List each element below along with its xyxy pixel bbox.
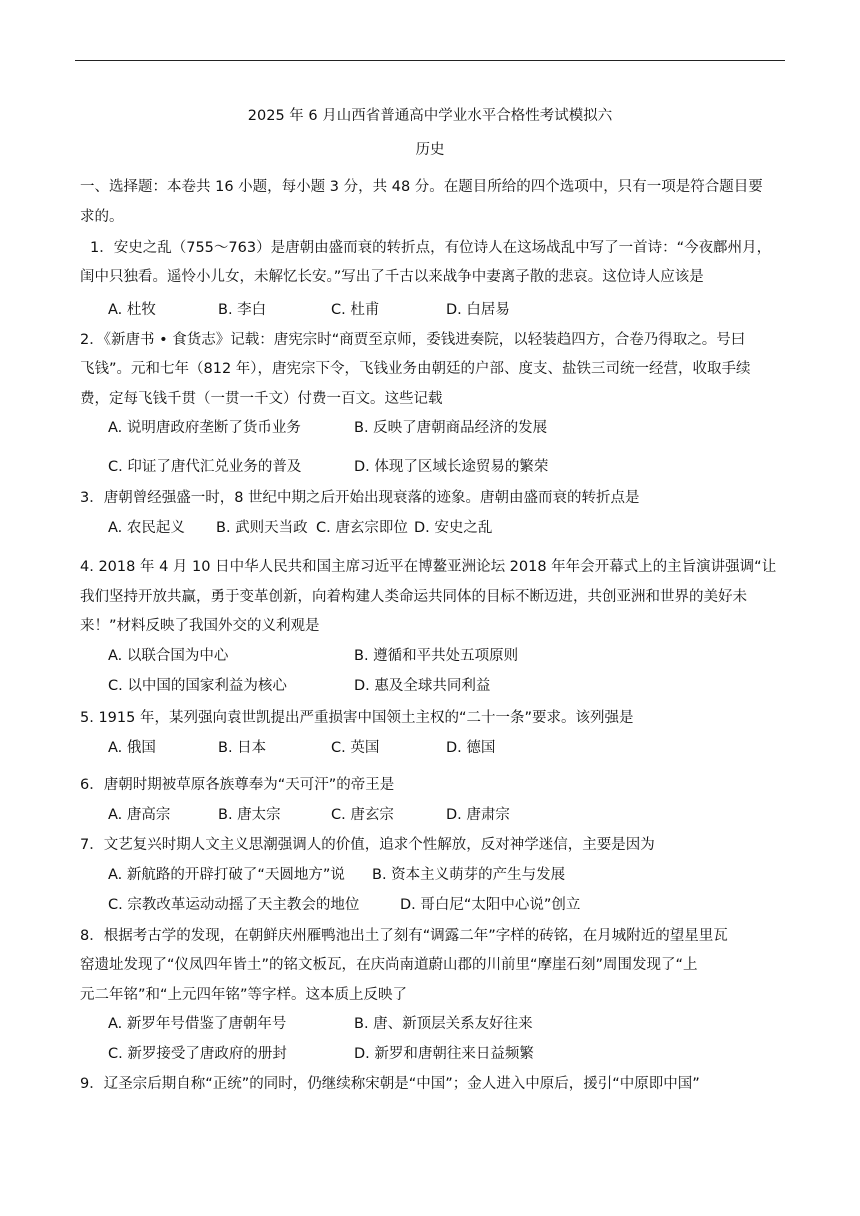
section-heading-line: 一、选择题：本卷共 16 小题，每小题 3 分，共 48 分。在题目所给的四个选项中，只有一项是符合题目要 (80, 179, 763, 195)
question-6-stem: 6．唐朝时期被草原各族尊奉为“天可汗”的帝王是 (80, 777, 395, 793)
question-4-option-c: C. 以中国的国家利益为核心 (108, 678, 287, 694)
question-7-option-d: D. 哥白尼“太阳中心说”创立 (400, 897, 581, 913)
question-5-option-a: A. 俄国 (108, 740, 156, 756)
question-8-stem: 窑遗址发现了“仪凤四年皆土”的铭文板瓦，在庆尚南道蔚山郡的川前里“摩崖石刻”周围发现了“上 (80, 957, 698, 973)
question-4-stem: 我们坚持开放共赢，勇于变革创新，向着构建人类命运共同体的目标不断迈进，共创亚洲和世界的美好未 (80, 589, 747, 605)
question-1-option-d: D. 白居易 (446, 302, 510, 318)
question-2-stem: 2．《新唐书 • 食货志》记载：唐宪宗时“商贾至京师，委钱进奏院，以轻装趋四方，合卷乃得取之。号曰 (80, 332, 746, 348)
question-1-stem: 闺中只独看。遥怜小儿女，未解忆长安。”写出了千古以来战争中妻离子散的悲哀。这位诗人应该是 (80, 269, 704, 285)
question-1-stem: 1．安史之乱（755～763）是唐朝由盛而衰的转折点，有位诗人在这场战乱中写了一首诗：“今夜鄜州月， (90, 240, 772, 256)
question-4-stem: 4. 2018 年 4 月 10 日中华人民共和国主席习近平在博鳌亚洲论坛 2018 年年会开幕式上的主旨演讲强调“让 (80, 559, 777, 575)
question-8-stem: 8．根据考古学的发现，在朝鲜庆州雁鸭池出土了刻有“调露二年”字样的砖铭，在月城附近的望星里瓦 (80, 928, 728, 944)
question-2-option-b: B. 反映了唐朝商品经济的发展 (354, 420, 548, 436)
question-2-option-a: A. 说明唐政府垄断了货币业务 (108, 420, 301, 436)
question-1-option-b: B. 李白 (218, 302, 267, 318)
exam-title: 2025 年 6 月山西省普通高中学业水平合格性考试模拟六 (247, 108, 613, 124)
question-3-option-d: D. 安史之乱 (414, 520, 493, 536)
question-6-option-c: C. 唐玄宗 (331, 807, 394, 823)
question-2-option-c: C. 印证了唐代汇兑业务的普及 (108, 459, 302, 475)
header-rule (75, 60, 785, 61)
question-6-option-b: B. 唐太宗 (218, 807, 281, 823)
question-2-option-d: D. 体现了区域长途贸易的繁荣 (354, 459, 549, 475)
question-4-option-b: B. 遵循和平共处五项原则 (354, 648, 519, 664)
question-3-stem: 3．唐朝曾经强盛一时，8 世纪中期之后开始出现衰落的迹象。唐朝由盛而衰的转折点是 (80, 490, 640, 506)
question-8-stem: 元二年铭”和“上元四年铭”等字样。这本质上反映了 (80, 987, 408, 1003)
question-7-option-c: C. 宗教改革运动动摇了天主教会的地位 (108, 897, 360, 913)
question-6-option-d: D. 唐肃宗 (446, 807, 510, 823)
question-5-option-c: C. 英国 (331, 740, 380, 756)
question-7-option-a: A. 新航路的开辟打破了“天圆地方”说 (108, 867, 345, 883)
question-2-stem: 飞钱”。元和七年（812 年），唐宪宗下令，飞钱业务由朝廷的户部、度支、盐铁三司统一经营，收取手续 (80, 361, 751, 377)
question-7-option-b: B. 资本主义萌芽的产生与发展 (372, 867, 566, 883)
question-8-option-c: C. 新罗接受了唐政府的册封 (108, 1046, 287, 1062)
question-1-option-a: A. 杜牧 (108, 302, 156, 318)
question-7-stem: 7．文艺复兴时期人文主义思潮强调人的价值，追求个性解放，反对神学迷信，主要是因为 (80, 837, 655, 853)
question-3-option-a: A. 农民起义 (108, 520, 185, 536)
question-8-option-a: A. 新罗年号借鉴了唐朝年号 (108, 1016, 287, 1032)
question-4-stem: 来！”材料反映了我国外交的义利观是 (80, 618, 320, 634)
question-3-option-b: B. 武则天当政 (216, 520, 308, 536)
question-9-stem: 9．辽圣宗后期自称“正统”的同时，仍继续称宋朝是“中国”；金人进入中原后，援引“中原即中国” (80, 1076, 700, 1092)
question-5-stem: 5. 1915 年，某列强向袁世凯提出严重损害中国领土主权的“二十一条”要求。该列强是 (80, 710, 634, 726)
question-5-option-b: B. 日本 (218, 740, 267, 756)
question-8-option-b: B. 唐、新顶层关系友好往来 (354, 1016, 533, 1032)
section-heading-line: 求的。 (80, 209, 124, 225)
subject-title: 历史 (415, 142, 445, 158)
question-4-option-d: D. 惠及全球共同利益 (354, 678, 491, 694)
question-1-option-c: C. 杜甫 (331, 302, 380, 318)
question-6-option-a: A. 唐高宗 (108, 807, 171, 823)
question-8-option-d: D. 新罗和唐朝往来日益频繁 (354, 1046, 534, 1062)
question-5-option-d: D. 德国 (446, 740, 496, 756)
question-3-option-c: C. 唐玄宗即位 (316, 520, 408, 536)
question-2-stem: 费，定每飞钱千贯（一贯一千文）付费一百文。这些记载 (80, 391, 443, 407)
question-4-option-a: A. 以联合国为中心 (108, 648, 229, 664)
